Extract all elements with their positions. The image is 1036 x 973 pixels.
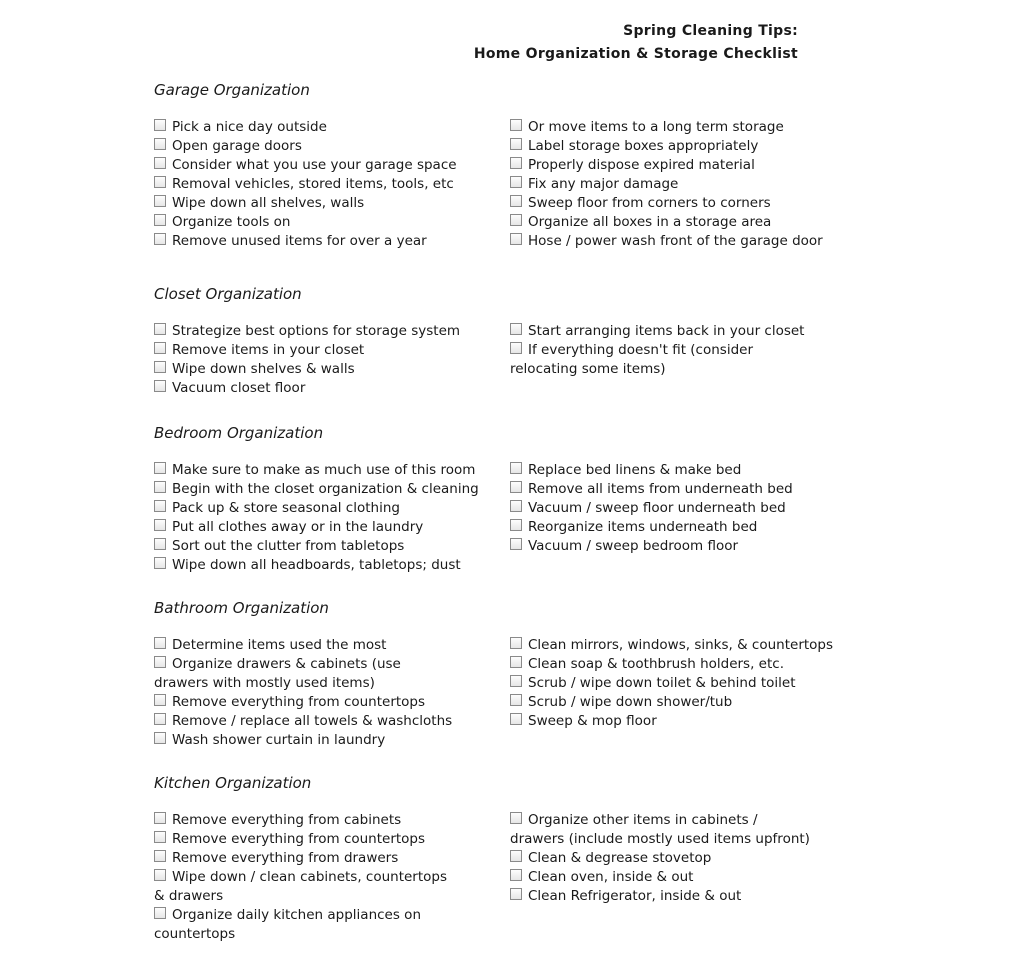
checklist-item[interactable]	[510, 811, 810, 849]
checklist-item-label: Clean soap & toothbrush holders, etc.	[528, 656, 784, 672]
checklist-item[interactable]	[154, 537, 484, 556]
checklist-item-label: Vacuum / sweep bedroom floor	[528, 538, 739, 554]
section-heading: Bathroom Organization	[154, 599, 329, 617]
section-heading: Closet Organization	[154, 285, 302, 303]
checklist-item-label: Clean mirrors, windows, sinks, & countertops	[528, 637, 834, 653]
checkbox[interactable]	[154, 195, 166, 207]
checklist-item[interactable]	[154, 636, 454, 655]
checklist-item-label: Clean Refrigerator, inside & out	[528, 888, 742, 904]
checklist-item[interactable]	[154, 360, 484, 379]
checklist-item[interactable]	[510, 655, 840, 674]
checkbox[interactable]	[510, 656, 522, 668]
checklist-item-label: Make sure to make as much use of this room	[172, 462, 476, 478]
checklist-item-label: Reorganize items underneath bed	[528, 519, 758, 535]
checkbox[interactable]	[154, 519, 166, 531]
checklist-item[interactable]	[510, 887, 810, 906]
checklist-item[interactable]	[154, 194, 484, 213]
checklist-item-label: Remove everything from countertops	[172, 831, 426, 847]
checkbox[interactable]	[510, 869, 522, 881]
checkbox[interactable]	[510, 323, 522, 335]
checklist-item[interactable]	[510, 194, 840, 213]
checkbox[interactable]	[154, 323, 166, 335]
checklist-item[interactable]	[154, 655, 454, 693]
checklist-item-label: Wipe down shelves & walls	[172, 361, 355, 377]
checkbox[interactable]	[154, 176, 166, 188]
checklist-item[interactable]	[154, 232, 484, 251]
checklist-item-label: Organize other items in cabinets / drawers (include mostly used items upfront)	[510, 812, 810, 847]
checkbox[interactable]	[510, 538, 522, 550]
checklist-item[interactable]	[510, 175, 840, 194]
checklist-column-right	[510, 322, 810, 379]
section-kitchen-organization	[154, 773, 834, 951]
checklist-item-label: Remove items in your closet	[172, 342, 365, 358]
checkbox[interactable]	[154, 233, 166, 245]
checklist-item-label: Replace bed linens & make bed	[528, 462, 742, 478]
checkbox[interactable]	[154, 557, 166, 569]
page-title-line-1: Spring Cleaning Tips:	[623, 23, 798, 39]
checklist-item-label: Put all clothes away or in the laundry	[172, 519, 424, 535]
checkbox[interactable]	[154, 462, 166, 474]
checkbox[interactable]	[154, 119, 166, 131]
checklist-item-label: Remove / replace all towels & washcloths	[172, 713, 453, 729]
checklist-item-label: Vacuum / sweep floor underneath bed	[528, 500, 786, 516]
checkbox[interactable]	[510, 157, 522, 169]
checklist-item[interactable]	[510, 137, 840, 156]
checkbox[interactable]	[510, 519, 522, 531]
checklist-item[interactable]	[154, 830, 454, 849]
checklist-item-label: If everything doesn't fit (consider relocating some items)	[510, 342, 754, 377]
checklist-item[interactable]	[154, 849, 454, 868]
checklist-item-label: Or move items to a long term storage	[528, 119, 784, 135]
checklist-item[interactable]	[154, 480, 484, 499]
checkbox[interactable]	[154, 157, 166, 169]
checklist-item[interactable]	[154, 137, 484, 156]
checklist-item-label: Consider what you use your garage space	[172, 157, 457, 173]
checklist-item[interactable]	[154, 213, 484, 232]
checklist-item[interactable]	[154, 693, 454, 712]
checklist-column-right	[510, 811, 810, 906]
checklist-item-label: Organize all boxes in a storage area	[528, 214, 772, 230]
checklist-item[interactable]	[510, 213, 840, 232]
checklist-item[interactable]	[154, 906, 454, 944]
checklist-item[interactable]	[510, 712, 840, 731]
checklist-item[interactable]	[510, 480, 840, 499]
checklist-item-label: Scrub / wipe down toilet & behind toilet	[528, 675, 796, 691]
checkbox[interactable]	[154, 907, 166, 919]
page-title	[474, 20, 798, 66]
checklist-item-label: Remove all items from underneath bed	[528, 481, 793, 497]
checkbox[interactable]	[154, 713, 166, 725]
page-title-line-2: Home Organization & Storage Checklist	[473, 46, 798, 62]
checklist-item-label: Wipe down / clean cabinets, countertops & drawers	[154, 869, 448, 904]
checklist-item-label: Wipe down all headboards, tabletops; dust	[172, 557, 461, 573]
checklist-item[interactable]	[154, 322, 484, 341]
checklist-item[interactable]	[510, 322, 810, 341]
checklist-item[interactable]	[154, 379, 484, 398]
checklist-item[interactable]	[510, 537, 840, 556]
checkbox[interactable]	[510, 176, 522, 188]
checklist-item-label: Start arranging items back in your closet	[528, 323, 805, 339]
checklist-item-label: Scrub / wipe down shower/tub	[528, 694, 733, 710]
checklist-column-left	[154, 636, 454, 750]
checklist-column-right	[510, 636, 840, 731]
checklist-item[interactable]	[510, 461, 840, 480]
checklist-item[interactable]	[510, 693, 840, 712]
checklist-item-label: Sweep & mop floor	[528, 713, 657, 729]
checklist-item[interactable]	[154, 341, 484, 360]
checklist-item-label: Organize tools on	[172, 214, 291, 230]
section-heading: Bedroom Organization	[154, 424, 324, 442]
checkbox[interactable]	[510, 637, 522, 649]
checkbox[interactable]	[510, 888, 522, 900]
checkbox[interactable]	[154, 481, 166, 493]
checkbox[interactable]	[154, 694, 166, 706]
checkbox[interactable]	[510, 119, 522, 131]
checklist-item[interactable]	[154, 731, 454, 750]
checklist-item[interactable]	[154, 461, 484, 480]
checklist-item-label: Fix any major damage	[528, 176, 679, 192]
checkbox[interactable]	[154, 342, 166, 354]
checklist-column-left	[154, 461, 484, 575]
checkbox[interactable]	[510, 138, 522, 150]
section-heading: Garage Organization	[154, 81, 310, 99]
checkbox[interactable]	[154, 869, 166, 881]
checkbox[interactable]	[510, 812, 522, 824]
checkbox[interactable]	[510, 500, 522, 512]
checkbox[interactable]	[510, 462, 522, 474]
checklist-item-label: Remove everything from drawers	[172, 850, 399, 866]
section-heading: Kitchen Organization	[154, 774, 312, 792]
checkbox[interactable]	[154, 500, 166, 512]
checkbox[interactable]	[510, 214, 522, 226]
checkbox[interactable]	[154, 214, 166, 226]
checkbox[interactable]	[154, 538, 166, 550]
checklist-item[interactable]	[154, 712, 454, 731]
checklist-item-label: Determine items used the most	[172, 637, 387, 653]
checklist-item-label: Strategize best options for storage system	[172, 323, 461, 339]
checkbox[interactable]	[510, 694, 522, 706]
checklist-item[interactable]	[510, 636, 840, 655]
checklist-item-label: Organize drawers & cabinets (use drawers with mostly used items)	[154, 656, 401, 691]
checklist-item[interactable]	[510, 849, 810, 868]
checklist-item[interactable]	[154, 868, 454, 906]
checklist-item-label: Properly dispose expired material	[528, 157, 755, 173]
section-garage-organization	[154, 80, 834, 258]
checkbox[interactable]	[510, 233, 522, 245]
checklist-item[interactable]	[154, 811, 454, 830]
checklist-item[interactable]	[154, 118, 484, 137]
checkbox[interactable]	[154, 656, 166, 668]
checklist-item-label: Remove everything from countertops	[172, 694, 426, 710]
checkbox[interactable]	[154, 850, 166, 862]
checklist-item-label: Label storage boxes appropriately	[528, 138, 759, 154]
checklist-item-label: Wipe down all shelves, walls	[172, 195, 365, 211]
checklist-item[interactable]	[154, 518, 484, 537]
checkbox[interactable]	[154, 732, 166, 744]
checklist-item-label: Pick a nice day outside	[172, 119, 327, 135]
checklist-item-label: Clean oven, inside & out	[528, 869, 694, 885]
section-bathroom-organization	[154, 598, 834, 756]
checkbox[interactable]	[154, 831, 166, 843]
checkbox[interactable]	[154, 138, 166, 150]
checklist-item-label: Remove everything from cabinets	[172, 812, 402, 828]
checklist-item[interactable]	[510, 868, 810, 887]
section-bedroom-organization	[154, 423, 834, 581]
checklist-column-right	[510, 118, 840, 251]
checklist-column-left	[154, 118, 484, 251]
checklist-item-label: Organize daily kitchen appliances on countertops	[154, 907, 421, 942]
checklist-item[interactable]	[510, 518, 840, 537]
checklist-item-label: Removal vehicles, stored items, tools, etc	[172, 176, 454, 192]
section-closet-organization	[154, 284, 834, 402]
checklist-item-label: Sort out the clutter from tabletops	[172, 538, 405, 554]
checklist-item-label: Remove unused items for over a year	[172, 233, 427, 249]
checklist-item[interactable]	[154, 499, 484, 518]
checklist-item-label: Sweep floor from corners to corners	[528, 195, 771, 211]
checklist-item[interactable]	[510, 118, 840, 137]
checklist-column-right	[510, 461, 840, 556]
checklist-item-label: Begin with the closet organization & cleaning	[172, 481, 479, 497]
checklist-item[interactable]	[510, 232, 840, 251]
checkbox[interactable]	[510, 850, 522, 862]
checkbox[interactable]	[510, 713, 522, 725]
checklist-item-label: Clean & degrease stovetop	[528, 850, 712, 866]
checklist-item[interactable]	[510, 499, 840, 518]
checklist-column-left	[154, 322, 484, 398]
checkbox[interactable]	[154, 637, 166, 649]
checklist-item-label: Hose / power wash front of the garage door	[528, 233, 823, 249]
checkbox[interactable]	[510, 342, 522, 354]
checkbox[interactable]	[154, 812, 166, 824]
checkbox[interactable]	[510, 195, 522, 207]
checklist-column-left	[154, 811, 454, 944]
checkbox[interactable]	[154, 380, 166, 392]
checklist-item[interactable]	[154, 156, 484, 175]
checklist-item-label: Open garage doors	[172, 138, 302, 154]
checklist-item-label: Pack up & store seasonal clothing	[172, 500, 400, 516]
checklist-item[interactable]	[154, 175, 484, 194]
checklist-item[interactable]	[510, 156, 840, 175]
checklist-item-label: Wash shower curtain in laundry	[172, 732, 386, 748]
checklist-item[interactable]	[154, 556, 484, 575]
checkbox[interactable]	[154, 361, 166, 373]
checkbox[interactable]	[510, 675, 522, 687]
checklist-item[interactable]	[510, 674, 840, 693]
checklist-item-label: Vacuum closet floor	[172, 380, 306, 396]
checklist-item[interactable]	[510, 341, 810, 379]
checkbox[interactable]	[510, 481, 522, 493]
